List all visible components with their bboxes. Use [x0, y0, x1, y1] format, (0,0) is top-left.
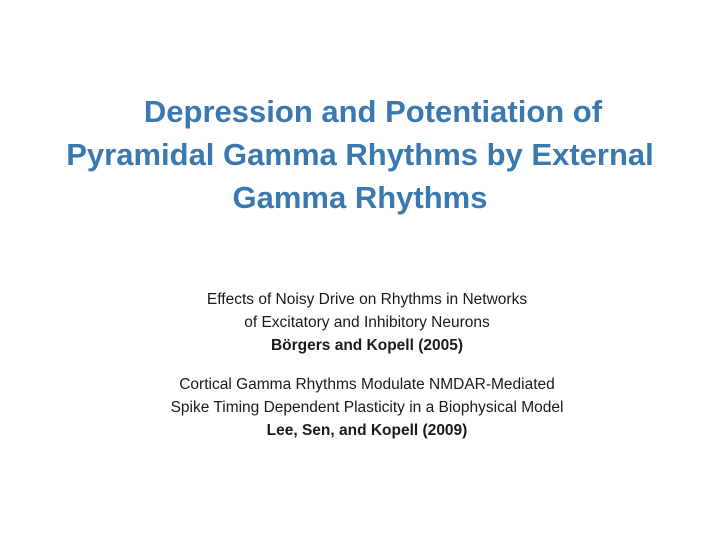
- reference-title-line: Effects of Noisy Drive on Rhythms in Networks: [206, 291, 528, 308]
- slide-title-line: Gamma Rhythms: [232, 180, 488, 215]
- reference-title-line: Spike Timing Dependent Plasticity in a Biophysical Model: [170, 399, 564, 416]
- reference-2: [0, 373, 720, 442]
- reference-title-line: of Excitatory and Inhibitory Neurons: [244, 314, 490, 331]
- slide-title-line: Pyramidal Gamma Rhythms by External: [66, 137, 654, 172]
- reference-authors: Börgers and Kopell (2005): [270, 337, 464, 354]
- reference-authors: Lee, Sen, and Kopell (2009): [266, 422, 468, 439]
- slide-title-line: Depression and Potentiation of: [143, 94, 603, 129]
- reference-1: [0, 288, 720, 357]
- reference-title-line: Cortical Gamma Rhythms Modulate NMDAR-Mediated: [179, 376, 555, 393]
- slide-title: [0, 90, 720, 219]
